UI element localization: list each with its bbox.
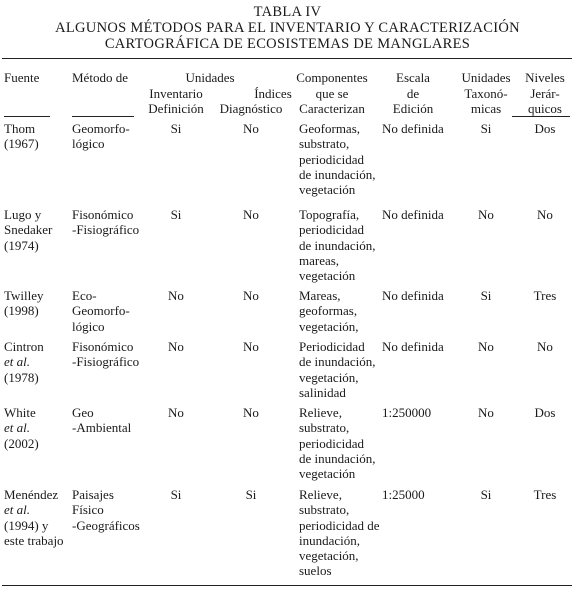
cell-componentes: [299, 405, 391, 481]
table-bottom-rule: [2, 585, 572, 586]
cell-definicion-line: Si: [170, 207, 182, 222]
header-diagnostico: Diagnóstico: [219, 101, 283, 116]
table-title-line-2: CARTOGRÁFICA DE ECOSISTEMAS DE MANGLARES: [104, 36, 471, 52]
cell-taxonomicas-line: No: [478, 339, 494, 354]
cell-componentes-line: substrato,: [299, 136, 350, 152]
header-unidades: Unidades: [185, 70, 235, 85]
cell-componentes-line: periodicidad de: [299, 517, 380, 533]
cell-niveles-line: No: [537, 339, 553, 354]
cell-definicion-line: No: [168, 288, 184, 303]
cell-componentes-line: vegetación,: [299, 369, 359, 385]
cell-niveles-line: Tres: [533, 288, 557, 303]
cell-fuente-line: White: [4, 405, 36, 420]
cell-niveles-line: Dos: [534, 405, 556, 420]
cell-componentes-line: de inundación,: [299, 354, 376, 370]
cell-niveles-line: Dos: [534, 121, 556, 136]
cell-fuente: [4, 405, 70, 451]
cell-diagnostico: [220, 121, 282, 136]
cell-taxonomicas: [454, 487, 518, 502]
cell-componentes-line: vegetación: [299, 182, 356, 198]
header-niveles-1: Niveles: [525, 70, 565, 85]
cell-fuente-line: Menéndez: [4, 487, 59, 502]
cell-definicion: [145, 288, 207, 303]
cell-metodo-line: Geo: [72, 405, 94, 420]
cell-componentes-line: inundación,: [299, 532, 361, 548]
cell-componentes: [299, 487, 391, 579]
cell-metodo: [72, 207, 152, 238]
cell-taxonomicas: [454, 405, 518, 420]
cell-escala-line: No definida: [382, 121, 444, 136]
cell-fuente-line: et al.: [4, 354, 30, 370]
cell-niveles: [516, 487, 574, 502]
cell-taxonomicas-line: No: [478, 207, 494, 222]
header-componentes-1: Componentes: [296, 70, 368, 85]
cell-fuente-line: Cintron: [4, 339, 44, 354]
cell-taxonomicas-line: Si: [480, 288, 492, 303]
cell-fuente-line: (1967): [4, 136, 39, 152]
cell-componentes-line: vegetación,: [299, 318, 359, 334]
cell-escala-line: 1:250000: [382, 405, 432, 420]
cell-niveles: [516, 288, 574, 303]
cell-taxonomicas-line: No: [478, 405, 494, 420]
header-metodo: Método de: [72, 70, 128, 85]
cell-definicion-line: No: [168, 405, 184, 420]
cell-metodo: [72, 487, 152, 533]
cell-niveles: [516, 339, 574, 354]
cell-componentes-line: periodicidad: [299, 151, 364, 167]
cell-metodo-line: Fisonómico: [72, 207, 134, 222]
cell-fuente-line: (1994) y: [4, 517, 49, 533]
header-definicion: Definición: [148, 101, 204, 116]
cell-fuente: [4, 121, 70, 152]
header-inventario: Inventario: [149, 86, 203, 101]
header-escala-1: Escala: [396, 70, 430, 85]
cell-metodo-line: Paisajes: [72, 487, 114, 502]
cell-fuente-line: et al.: [4, 420, 30, 436]
cell-definicion: [145, 405, 207, 420]
cell-definicion-line: Si: [170, 487, 182, 502]
cell-componentes: [299, 288, 391, 334]
cell-fuente-line: (2002): [4, 435, 39, 451]
cell-metodo-line: -Geográficos: [72, 517, 140, 533]
header-metodo-underline: [72, 116, 134, 117]
cell-metodo-line: -Fisiográfico: [72, 222, 140, 238]
cell-escala-line: No definida: [382, 288, 444, 303]
cell-diagnostico: [220, 207, 282, 222]
cell-fuente-line: (1978): [4, 369, 39, 385]
cell-niveles: [516, 207, 574, 222]
cell-fuente-line: este trabajo: [4, 532, 64, 548]
cell-metodo-line: -Fisiográfico: [72, 354, 140, 370]
header-niveles-2: Jerár-: [530, 86, 560, 101]
cell-componentes: [299, 121, 391, 197]
header-niveles-3: quicos: [528, 101, 562, 116]
table-label: TABLA IV: [253, 4, 322, 20]
cell-componentes-line: de inundación,: [299, 237, 376, 253]
cell-escala: [382, 487, 456, 502]
cell-metodo: [72, 288, 152, 334]
header-taxonomicas-2: Taxonó-: [464, 86, 508, 101]
header-niveles-underline: [512, 116, 570, 117]
header-fuente: Fuente: [4, 70, 40, 85]
cell-componentes-line: substrato,: [299, 420, 350, 436]
cell-fuente-line: Lugo y: [4, 207, 42, 222]
cell-componentes-line: Periodicidad: [299, 339, 365, 354]
cell-fuente-line: Thom: [4, 121, 36, 136]
cell-niveles-line: No: [537, 207, 553, 222]
cell-taxonomicas-line: Si: [480, 487, 492, 502]
cell-componentes-line: Topografía,: [299, 207, 360, 222]
cell-definicion-line: Si: [170, 121, 182, 136]
cell-diagnostico: [220, 405, 282, 420]
cell-fuente: [4, 207, 70, 253]
cell-diagnostico-line: No: [243, 121, 259, 136]
cell-diagnostico-line: No: [243, 339, 259, 354]
cell-niveles: [516, 405, 574, 420]
header-componentes-3: Caracterizan: [299, 101, 365, 116]
cell-componentes-line: mareas,: [299, 252, 340, 268]
cell-taxonomicas-line: Si: [480, 121, 492, 136]
cell-componentes-line: vegetación: [299, 466, 356, 482]
cell-metodo-line: Físico: [72, 502, 104, 518]
cell-escala: [382, 288, 456, 303]
cell-componentes-line: periodicidad: [299, 222, 364, 238]
cell-metodo-line: Fisonómico: [72, 339, 134, 354]
cell-componentes: [299, 207, 391, 283]
cell-componentes-line: substrato,: [299, 502, 350, 518]
cell-definicion: [145, 121, 207, 136]
cell-componentes-line: Relieve,: [299, 487, 342, 502]
cell-diagnostico-line: No: [243, 288, 259, 303]
cell-componentes-line: geoformas,: [299, 303, 358, 319]
cell-metodo-line: Eco-: [72, 288, 97, 303]
cell-metodo-line: lógico: [72, 136, 105, 152]
cell-fuente: [4, 288, 70, 319]
cell-fuente-line: et al.: [4, 502, 30, 518]
cell-escala: [382, 405, 456, 420]
cell-metodo-line: Geomorfo-: [72, 303, 130, 319]
cell-taxonomicas: [454, 339, 518, 354]
cell-metodo: [72, 405, 152, 436]
header-escala-3: Edición: [392, 101, 434, 116]
cell-diagnostico: [220, 288, 282, 303]
header-taxonomicas-1: Unidades: [461, 70, 511, 85]
cell-componentes-line: salinidad: [299, 384, 346, 400]
table-top-rule: [2, 58, 572, 59]
cell-componentes-line: periodicidad: [299, 435, 364, 451]
cell-definicion: [145, 339, 207, 354]
cell-fuente: [4, 339, 70, 385]
cell-fuente: [4, 487, 70, 548]
cell-componentes-line: suelos: [299, 563, 332, 579]
cell-escala-line: 1:25000: [382, 487, 425, 502]
cell-componentes-line: Geoformas,: [299, 121, 361, 136]
cell-fuente-line: (1974): [4, 237, 39, 253]
cell-metodo: [72, 339, 152, 370]
cell-escala: [382, 121, 456, 136]
cell-componentes-line: de inundación,: [299, 166, 376, 182]
header-componentes-2: que se: [315, 86, 349, 101]
cell-escala: [382, 339, 456, 354]
cell-fuente-line: (1998): [4, 303, 39, 319]
cell-metodo: [72, 121, 152, 152]
cell-escala-line: No definida: [382, 339, 444, 354]
cell-fuente-line: Twilley: [4, 288, 44, 303]
cell-taxonomicas: [454, 288, 518, 303]
cell-fuente-line: Snedaker: [4, 222, 53, 238]
cell-metodo-line: -Ambiental: [72, 420, 132, 436]
cell-definicion: [145, 487, 207, 502]
table-title-line-1: ALGUNOS MÉTODOS PARA EL INVENTARIO Y CARACTERIZACIÓN: [55, 20, 520, 36]
cell-componentes-line: vegetación,: [299, 548, 359, 564]
header-fuente-underline: [4, 116, 50, 117]
cell-niveles: [516, 121, 574, 136]
cell-componentes-line: Relieve,: [299, 405, 342, 420]
header-indices: Índices: [254, 86, 292, 101]
cell-componentes-line: vegetación: [299, 268, 356, 284]
cell-componentes-line: de inundación,: [299, 450, 376, 466]
cell-diagnostico-line: Si: [245, 487, 257, 502]
cell-definicion: [145, 207, 207, 222]
cell-taxonomicas: [454, 207, 518, 222]
cell-diagnostico: [220, 487, 282, 502]
cell-definicion-line: No: [168, 339, 184, 354]
cell-metodo-line: Geomorfo-: [72, 121, 130, 136]
cell-componentes: [299, 339, 391, 400]
cell-niveles-line: Tres: [533, 487, 557, 502]
cell-diagnostico-line: No: [243, 207, 259, 222]
cell-escala: [382, 207, 456, 222]
cell-taxonomicas: [454, 121, 518, 136]
header-taxonomicas-3: micas: [470, 101, 502, 116]
header-escala-2: de: [406, 86, 420, 101]
cell-metodo-line: lógico: [72, 318, 105, 334]
cell-diagnostico: [220, 339, 282, 354]
cell-componentes-line: Mareas,: [299, 288, 341, 303]
cell-diagnostico-line: No: [243, 405, 259, 420]
cell-escala-line: No definida: [382, 207, 444, 222]
